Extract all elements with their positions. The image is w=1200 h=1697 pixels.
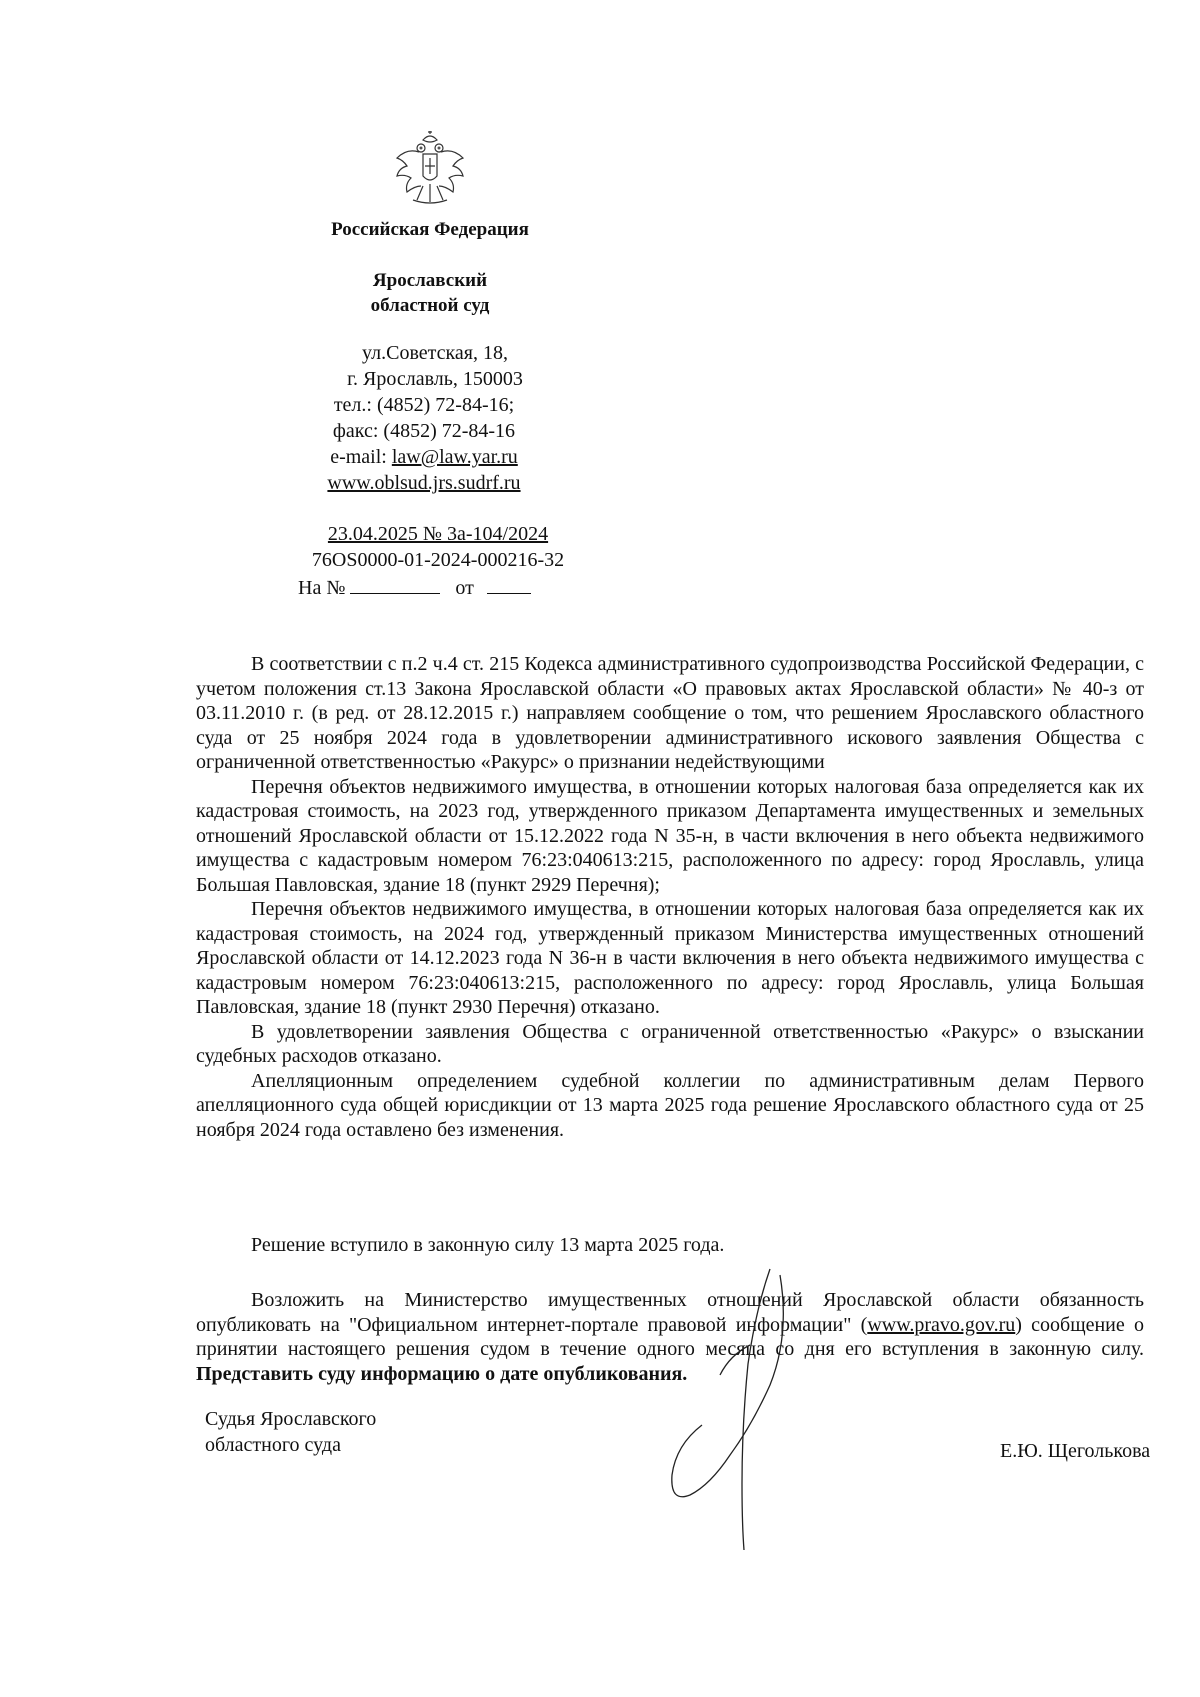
judge-name: Е.Ю. Щеголькова (1000, 1440, 1151, 1462)
letter-body (196, 652, 1144, 1142)
address-street: ул.Советская, 18, (362, 342, 508, 364)
website-link[interactable]: www.oblsud.jrs.sudrf.ru (327, 472, 521, 494)
ot-blank (487, 575, 531, 594)
paragraph-4: В удовлетворении заявления Общества с ограниченной ответственностью «Ракурс» о взыскании судебных расходов отказано. (196, 1020, 1144, 1067)
paragraph-2: Перечня объектов недвижимого имущества, в отношении которых налоговая база определяется как их кадастровая стоимость, на 2023 год, утвержденного приказом Департамента имущественных и земельных отношений Ярославской области от 15.12.2022 года N 35-н, в части включения в него объекта недвижимого имущества с кадастровым номером 76:23:040613:215, расположенного по адресу: город Ярославль, улица Большая Павловская, здание 18 (пункт 2929 Перечня); (196, 775, 1144, 896)
court-name-line2: областной суд (370, 295, 490, 316)
paragraph-6-block (196, 1233, 1144, 1258)
paragraph-6: Решение вступило в законную силу 13 марта 2025 года. (251, 1234, 725, 1256)
paragraph-7-text-a: Возложить на Министерство имущественных отношений Ярославской области обязанность опубликовать на "Официальном интернет-портале правовой информации" ( (196, 1289, 1144, 1336)
country-name: Российская Федерация (331, 219, 529, 240)
phone: тел.: (4852) 72-84-16; (333, 394, 515, 416)
judge-title-line1: Судья Ярославского (205, 1408, 377, 1430)
court-name-line1: Ярославский (372, 270, 488, 291)
judge-title-line2: областного суда (205, 1434, 341, 1456)
na-blank (350, 575, 440, 594)
paragraph-3: Перечня объектов недвижимого имущества, в отношении которых налоговая база определяется как их кадастровая стоимость, на 2024 год, утвержденный приказом Министерства имущественных отношений Ярославской области от 14.12.2023 года N 36-н в части включения в него объекта недвижимого имущества с кадастровым номером 76:23:040613:215, расположенного по адресу: город Ярославль, улица Большая Павловская, здание 18 (пункт 2930 Перечня) отказано. (196, 898, 1144, 1018)
paragraph-5: Апелляционным определением судебной коллегии по административным делам Первого апелляционного суда общей юрисдикции от 13 марта 2025 года решение Ярославского областного суда от 25 ноября 2024 года оставлено без изменения. (196, 1069, 1144, 1141)
address-city: г. Ярославль, 150003 (347, 368, 523, 390)
paragraph-1: В соответствии с п.2 ч.4 ст. 215 Кодекса административного судопроизводства Российской Федерации, с учетом положения ст.13 Закона Ярославской области «О правовых актах Ярославской области» № 40-з от 03.11.2010 г. (в ред. от 28.12.2015 г.) направляем сообщение о том, что решением Ярославского областного суда от 25 ноября 2024 года в удовлетворении административного искового заявления Общества с ограниченной ответственностью «Ракурс» о признании недействующими (196, 653, 1144, 773)
signature-icon (660, 1265, 800, 1555)
date-and-number: 23.04.2025 № 3а-104/2024 (327, 523, 549, 545)
email-link[interactable]: law@law.yar.ru (391, 446, 518, 468)
na-label: На № (298, 577, 346, 599)
email-label: e-mail: (330, 446, 392, 468)
email-line (244, 446, 604, 469)
coat-of-arms-icon (393, 130, 467, 210)
pravo-link[interactable]: www.pravo.gov.ru (867, 1313, 1016, 1336)
paragraph-7-bold: Представить суду информацию о дате опубликования. (196, 1362, 688, 1385)
fax: факс: (4852) 72-84-16 (332, 420, 516, 442)
ot-label: от (455, 577, 474, 599)
reference-field (298, 575, 531, 600)
paragraph-7-text-b: ) сообщение о принятии настоящего решения судом в течение одного месяца со дня его вступления в законную силу. (196, 1313, 1144, 1360)
case-id: 76OS0000-01-2024-000216-32 (311, 549, 565, 571)
